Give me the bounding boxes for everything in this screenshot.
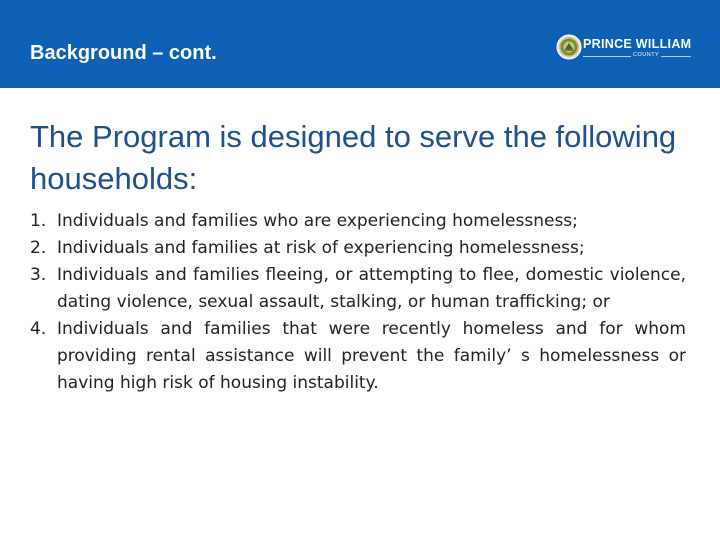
county-logo [556, 34, 692, 64]
list-text: Individuals and families who are experiencing homelessness; [57, 211, 578, 231]
list-number: 1. [30, 211, 47, 231]
list-number: 4. [30, 319, 47, 339]
county-name: PRINCE WILLIAM [583, 37, 692, 51]
list-number: 2. [30, 238, 47, 258]
list-item [30, 262, 686, 316]
list-item [30, 235, 686, 262]
list-text: Individuals and families fleeing, or attempting to flee, domestic violence, dating violence, sexual assault, stalking, or human trafficking; or [57, 265, 686, 312]
list-item [30, 208, 686, 235]
header-bar [0, 0, 720, 88]
main-heading: The Program is designed to serve the following households: [30, 119, 677, 196]
county-seal-icon [556, 34, 582, 60]
list-number: 3. [30, 265, 47, 285]
slide-title: Background – cont. [30, 42, 217, 64]
county-subtitle: COUNTY [633, 52, 660, 58]
list-text: Individuals and families at risk of experiencing homelessness; [57, 238, 585, 258]
list-text: Individuals and families that were recently homeless and for whom providing rental assistance will prevent the family’ s homelessness or having high risk of housing instability. [57, 319, 686, 393]
household-list [30, 208, 686, 397]
list-item [30, 316, 686, 397]
